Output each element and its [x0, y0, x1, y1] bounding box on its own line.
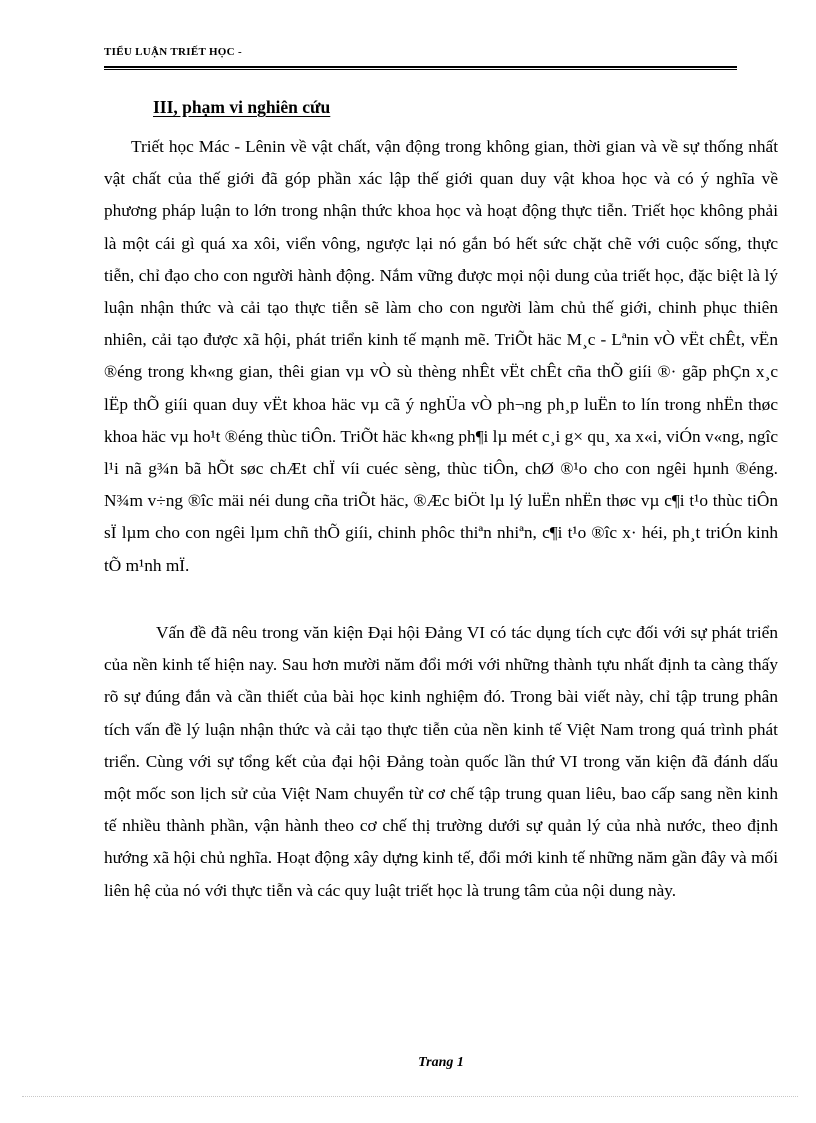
page-bottom-divider: [22, 1096, 798, 1097]
page-number: Trang 1: [418, 1055, 464, 1070]
section-heading: III, phạm vi nghiên cứu: [153, 97, 331, 117]
page-number-footer: [0, 1055, 816, 1071]
header-title: TIỂU LUẬN TRIẾT HỌC -: [104, 46, 242, 58]
paragraph-2: Vấn đề đã nêu trong văn kiện Đại hội Đảng VI có tác dụng tích cực đối với sự phát triển của nền kinh tế hiện nay. Sau hơn mười năm đổi mới với những thành tựu nhất định ta càng thấy rõ sự đúng đắn và cần thiết của bài học kinh nghiệm đó. Trong bài viết này, chỉ tập trung phân tích vấn đề lý luận nhận thức và cải tạo thực tiễn của nền kinh tế Việt Nam trong quá trình phát triển. Cùng với sự tổng kết của đại hội Đảng toàn quốc lần thứ VI trong văn kiện đã đánh dấu một mốc son lịch sử của Việt Nam chuyển từ cơ chế tập trung quan liêu, bao cấp sang nền kinh tế nhiều thành phần, vận hành theo cơ chế thị trường dưới sự quản lý của nhà nước, theo định hướng xã hội chủ nghĩa. Hoạt động xây dựng kinh tế, đổi mới kinh tế những năm gần đây và mối liên hệ của nó với thực tiễn và các quy luật triết học là trung tâm của nội dung này.: [104, 623, 778, 900]
header-rule: [104, 66, 737, 68]
paragraph-1: Triết học Mác - Lênin về vật chất, vận động trong không gian, thời gian và về sự thống nhất vật chất của thế giới đã góp phần xác lập thế giới quan duy vật khoa học và có ý nghĩa về phương pháp luận to lớn trong nhận thức khoa học và hoạt động thực tiễn. Triết học không phải là một cái gì quá xa xôi, viển vông, ngược lại nó gắn bó hết sức chặt chẽ với cuộc sống, thực tiễn, chỉ đạo cho con người hành động. Nắm vững được mọi nội dung của triết học, đặc biệt là lý luận nhận thức và cải tạo thực tiễn sẽ làm cho con người làm chủ thế giới, chinh phục thiên nhiên, cải tạo được xã hội, phát triển kinh tế mạnh mẽ. TriÕt häc M¸c - Lªnin vÒ vËt chÊt, vËn ®éng trong kh«ng gian, thêi gian vµ vÒ sù thèng nhÊt vËt chÊt cña thÕ giíi ®· gãp phÇn x¸c lËp thÕ giíi quan duy vËt khoa häc vµ cã ý nghÜa vÒ ph¬ng ph¸p luËn to lín trong nhËn thøc khoa häc vµ ho¹t ®éng thùc tiÔn. TriÕt häc kh«ng ph¶i lµ mét c¸i g× qu¸ xa x«i, viÓn v«ng, ngîc l¹i nã g¾n bã hÕt søc chÆt chÏ víi cuéc sèng, thùc tiÔn, chØ ®¹o cho con ngêi hµnh ®éng. N¾m v÷ng ®îc mäi néi dung cña triÕt häc, ®Æc biÖt lµ lý luËn nhËn thøc vµ c¶i t¹o thùc tiÔn sÏ lµm cho con ngêi lµm chñ thÕ giíi, chinh phôc thiªn nhiªn, c¶i t¹o ®îc x· héi, ph¸t triÓn kinh tÕ m¹nh mÏ.: [104, 137, 778, 575]
header-rule-thin: [104, 69, 737, 70]
